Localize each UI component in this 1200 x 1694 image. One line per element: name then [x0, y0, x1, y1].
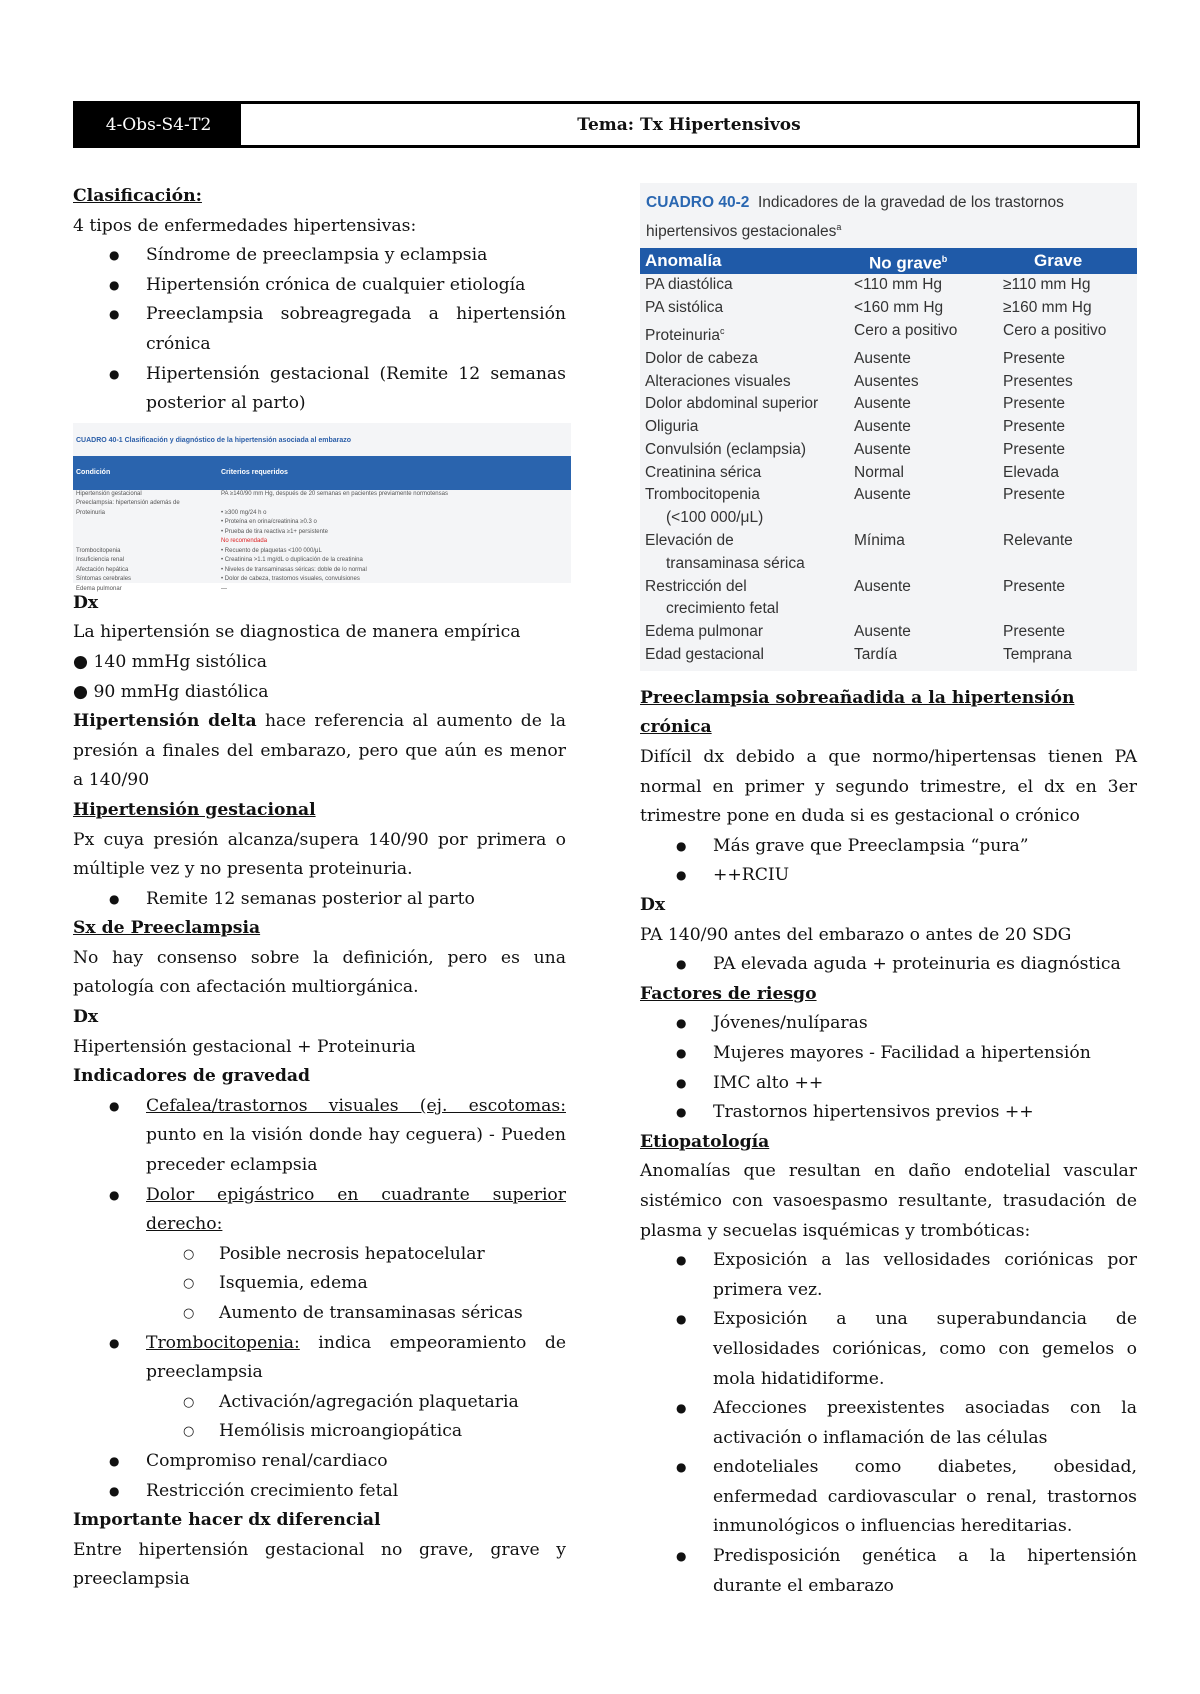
list-item: ● Remite 12 semanas posterior al parto [73, 885, 566, 915]
list-item [73, 1092, 566, 1181]
preeclampsia-heading: Preeclampsia sobreañadida a la hipertensión crónica [640, 687, 1075, 738]
sub-list-item: ○ Isquemia, edema [73, 1269, 566, 1299]
cell: (<100 000/μL) [666, 509, 764, 527]
cell-sup: c [719, 325, 725, 336]
sx-heading: Sx de Preeclampsia [73, 918, 261, 939]
right-column [640, 183, 1137, 1601]
cell [849, 553, 998, 576]
sx-text: No hay consenso sobre la definición, pero es una patología con afectación multiorgánica. [73, 947, 566, 998]
sub-list [73, 1240, 566, 1329]
importante-text: Entre hipertensión gestacional no grave, grave y preeclampsia [73, 1539, 566, 1590]
sub-list-item: ○ Hemólisis microangiopática [73, 1417, 566, 1447]
figure-cell: Síntomas cerebrales [76, 576, 132, 583]
figure-row [73, 556, 571, 566]
cell: PA diastólica [645, 276, 733, 294]
list-item: ● ++RCIU [640, 861, 1137, 891]
factores-heading: Factores de riesgo [640, 983, 817, 1004]
list-item: ● Síndrome de preeclampsia y eclampsia [73, 241, 566, 271]
figure-cell: Preeclampsia: hipertensión además de [76, 500, 180, 507]
cell: Restricción del [645, 577, 747, 595]
table-title [640, 183, 1137, 248]
table-row [640, 484, 1137, 507]
figure-row [73, 528, 571, 538]
table-caption: Indicadores de la gravedad de los trastornos hipertensivos gestacionales [646, 194, 1064, 241]
table-row [640, 371, 1137, 394]
underlined-term: Dolor epigástrico en cuadrante superior derecho: [146, 1184, 566, 1235]
cell: Presente [1003, 418, 1066, 436]
cell: Temprana [1003, 646, 1072, 664]
table-caption-sup: a [836, 222, 842, 232]
list-item: ● Restricción crecimiento fetal [73, 1477, 566, 1507]
dx-heading: Dx [73, 592, 99, 613]
cell: Presente [1003, 623, 1066, 641]
list-item: ● Hipertensión gestacional (Remite 12 semanas posterior al parto) [73, 360, 566, 419]
dx-text-right: PA 140/90 antes del embarazo o antes de 20 SDG [640, 924, 1072, 945]
cell: Relevante [1003, 532, 1073, 550]
cell: Presente [1003, 395, 1066, 413]
figure-col-1: Condición [76, 469, 111, 477]
indicadores-list-cont [73, 1329, 566, 1388]
dx-item-text: 140 mmHg sistólica [93, 651, 268, 672]
cell: Alteraciones visuales [645, 372, 791, 390]
figure-cell: PA ≥140/90 mm Hg, después de 20 semanas en pacientes previamente normotensas [221, 490, 448, 497]
list-item: ● Afecciones preexistentes asociadas con la activación o inflamación de las células [640, 1394, 1137, 1453]
cell: Cero a positivo [854, 321, 958, 339]
table-header-row [640, 248, 1137, 274]
figure-cell: No recomendada [221, 538, 268, 545]
table-number: CUADRO 40-2 [646, 194, 750, 211]
cell [998, 507, 1137, 530]
item-text: indica empeoramiento de preeclampsia [146, 1332, 566, 1383]
cell: Convulsión (eclampsia) [645, 440, 807, 458]
list-item: ● Más grave que Preeclampsia “pura” [640, 832, 1137, 862]
figure-row [73, 490, 571, 500]
factores-list [640, 1009, 1137, 1127]
figure-col-2: Criterios requeridos [221, 469, 288, 477]
table-row [640, 416, 1137, 439]
table-row [640, 462, 1137, 485]
figure-cell: • Prueba de tira reactiva ≥1+ persistente [221, 528, 328, 535]
cell: transaminasa sérica [666, 554, 805, 572]
importante-heading: Importante hacer dx diferencial [73, 1510, 381, 1531]
figure-cell: • Niveles de transaminasas séricas: doble de lo normal [221, 566, 367, 573]
list-item: ● Exposición a las vellosidades coriónicas por primera vez. [640, 1246, 1137, 1305]
figure-cell: Afectación hepática [76, 566, 129, 573]
header-anomalia: Anomalía [645, 251, 722, 271]
list-item: ● PA elevada aguda + proteinuria es diagnóstica [640, 950, 1137, 980]
indicadores-list-end [73, 1447, 566, 1506]
gestacional-text: Px cuya presión alcanza/supera 140/90 por primera o múltiple vez y no presenta proteinuria. [73, 829, 566, 880]
list-item: ● IMC alto ++ [640, 1069, 1137, 1099]
list-item: ● Exposición a una superabundancia de vellosidades coriónicas, como con gemelos o mola hidatidiforme. [640, 1305, 1137, 1394]
cell [640, 320, 849, 348]
cell: Ausente [854, 349, 911, 367]
table-row [640, 439, 1137, 462]
sx-dx-text: Hipertensión gestacional + Proteinuria [73, 1036, 416, 1057]
table-row [640, 297, 1137, 320]
cell: Normal [854, 463, 904, 481]
cell: Dolor abdominal superior [645, 395, 819, 413]
figure-cell: • Creatinina >1.1 mg/dL o duplicación de la creatinina [221, 557, 363, 564]
dx-item-text: 90 mmHg diastólica [93, 681, 269, 702]
list-item: ● Jóvenes/nulíparas [640, 1009, 1137, 1039]
indicadores-list [73, 1092, 566, 1240]
cell [998, 553, 1137, 576]
cell: Trombocitopenia [645, 486, 760, 504]
left-column [73, 182, 566, 1595]
figure-cell: • Proteína en orina/creatinina ≥0.3 o [221, 519, 317, 526]
table-figure-40-1 [73, 423, 571, 592]
cell: Tardía [854, 646, 898, 664]
figure-cell: • Dolor de cabeza, trastornos visuales, convulsiones [221, 576, 360, 583]
sub-list-item: ○ Posible necrosis hepatocelular [73, 1240, 566, 1270]
etiopatologia-list [640, 1246, 1137, 1601]
sx-dx-heading: Dx [73, 1007, 99, 1028]
delta-paragraph [73, 707, 566, 796]
cell: Edad gestacional [645, 646, 764, 664]
cell: Presente [1003, 440, 1066, 458]
dx-item: ● 140 mmHg sistólica [73, 651, 268, 672]
delta-text: hace referencia al aumento de la presión a finales del embarazo, pero que aún es menor a 140/90 [73, 711, 566, 791]
table-row [640, 507, 1137, 530]
list-item: ● Hipertensión crónica de cualquier etiología [73, 271, 566, 301]
table-row [640, 320, 1137, 348]
figure-row [73, 499, 571, 509]
cell-text: Proteinuria [645, 326, 720, 344]
table-row [640, 598, 1137, 621]
cell: Edema pulmonar [645, 623, 764, 641]
delta-bold: Hipertensión delta [73, 711, 257, 732]
figure-header-row [73, 456, 571, 490]
header-sup: b [941, 253, 948, 264]
dx-list-right [640, 950, 1137, 980]
table-row [640, 576, 1137, 599]
clasificacion-heading: Clasificación: [73, 186, 202, 206]
table-row [640, 530, 1137, 553]
cell: Ausente [854, 486, 911, 504]
figure-row [73, 575, 571, 585]
sub-list-item: ○ Aumento de transaminasas séricas [73, 1299, 566, 1329]
list-item [73, 1181, 566, 1240]
cell: Ausente [854, 395, 911, 413]
cell: ≥110 mm Hg [1003, 276, 1091, 294]
list-item: ● endoteliales como diabetes, obesidad, enfermedad cardiovascular o renal, trastornos inmunológicos o influencias hereditarias. [640, 1453, 1137, 1542]
cell: PA sistólica [645, 298, 724, 316]
gestacional-list [73, 885, 566, 915]
underlined-term: Trombocitopenia: [146, 1332, 300, 1353]
figure-cell: • ≥300 mg/24 h o [221, 509, 267, 516]
cell: Ausente [854, 440, 911, 458]
clasificacion-intro: 4 tipos de enfermedades hipertensivas: [73, 215, 417, 236]
figure-cell: • Recuento de plaquetas <100 000/μL [221, 547, 322, 554]
cell: Presente [1003, 349, 1066, 367]
document-code: 4-Obs-S4-T2 [76, 104, 241, 145]
figure-cell [76, 537, 221, 547]
figure-title: CUADRO 40-1 Clasificación y diagnóstico de la hipertensión asociada al embarazo [76, 436, 352, 444]
figure-cell [76, 518, 221, 528]
cell [849, 598, 998, 621]
cell: Oliguria [645, 418, 699, 436]
cell: Presentes [1003, 372, 1073, 390]
cell: Presente [1003, 486, 1066, 504]
list-item: ● Mujeres mayores - Facilidad a hipertensión [640, 1039, 1137, 1069]
indicadores-heading: Indicadores de gravedad [73, 1066, 311, 1087]
list-item [73, 1329, 566, 1388]
cell: Presente [1003, 577, 1066, 595]
figure-row [73, 585, 571, 595]
table-row [640, 393, 1137, 416]
gestacional-heading: Hipertensión gestacional [73, 799, 316, 820]
cell: Ausente [854, 577, 911, 595]
cell: <160 mm Hg [854, 298, 944, 316]
cell: Mínima [854, 532, 905, 550]
cell: Ausente [854, 418, 911, 436]
list-item: ● Preeclampsia sobreagregada a hipertensión crónica [73, 300, 566, 359]
list-item: ● Trastornos hipertensivos previos ++ [640, 1098, 1137, 1128]
document-header [73, 101, 1140, 148]
cell: crecimiento fetal [666, 600, 779, 618]
figure-cell: Edema pulmonar [76, 585, 122, 592]
table-40-2 [640, 183, 1137, 671]
sub-list [73, 1388, 566, 1447]
figure-row [73, 537, 571, 547]
preeclampsia-text: Difícil dx debido a que normo/hipertensas tienen PA normal en primer y segundo trimestre, el dx en 3er trimestre pone en duda si es gestacional o crónico [640, 747, 1137, 827]
sub-list-item: ○ Activación/agregación plaquetaria [73, 1388, 566, 1418]
cell: Ausente [854, 623, 911, 641]
figure-row [73, 566, 571, 576]
figure-row [73, 547, 571, 557]
underlined-term: Cefalea/trastornos visuales (ej. escotomas: [146, 1095, 566, 1116]
figure-cell: Proteinuria [76, 509, 106, 516]
cell: Creatinina sérica [645, 463, 762, 481]
figure-cell: Hipertensión gestacional [76, 490, 142, 497]
cell [849, 507, 998, 530]
figure-cell: Insuficiencia renal [76, 557, 125, 564]
dx-heading-right: Dx [640, 895, 666, 916]
preeclampsia-list [640, 832, 1137, 891]
cell: Elevación de [645, 532, 734, 550]
figure-cell [76, 528, 221, 538]
item-text: punto en la visión donde hay ceguera) - Pueden preceder eclampsia [146, 1125, 566, 1176]
dx-item: ● 90 mmHg diastólica [73, 681, 269, 702]
etiopatologia-heading: Etiopatología [640, 1131, 770, 1152]
cell: Ausentes [854, 372, 919, 390]
cell [998, 598, 1137, 621]
dx-text: La hipertensión se diagnostica de manera empírica [73, 622, 521, 643]
cell: Cero a positivo [1003, 321, 1107, 339]
figure-row [73, 509, 571, 519]
figure-row [73, 518, 571, 528]
table-row [640, 621, 1137, 644]
table-row [640, 644, 1137, 667]
header-no-grave-text: No grave [869, 253, 942, 273]
etiopatologia-text: Anomalías que resultan en daño endotelial vascular sistémico con vasoespasmo resultante, trasudación de plasma y secuelas isquémicas y trombóticas: [640, 1161, 1137, 1241]
table-row [640, 553, 1137, 576]
figure-cell: Trombocitopenia [76, 547, 121, 554]
header-no-grave [849, 245, 998, 278]
header-grave: Grave [1034, 251, 1083, 271]
cell: ≥160 mm Hg [1003, 298, 1092, 316]
cell: Dolor de cabeza [645, 349, 758, 367]
cell: <110 mm Hg [854, 276, 943, 294]
table-row [640, 274, 1137, 297]
cell: Elevada [1003, 463, 1060, 481]
list-item: ● Predisposición genética a la hipertensión durante el embarazo [640, 1542, 1137, 1601]
clasificacion-list [73, 241, 566, 419]
document-topic: Tema: Tx Hipertensivos [577, 114, 801, 135]
figure-cell: — [221, 585, 227, 592]
list-item: ● Compromiso renal/cardiaco [73, 1447, 566, 1477]
table-row [640, 348, 1137, 371]
